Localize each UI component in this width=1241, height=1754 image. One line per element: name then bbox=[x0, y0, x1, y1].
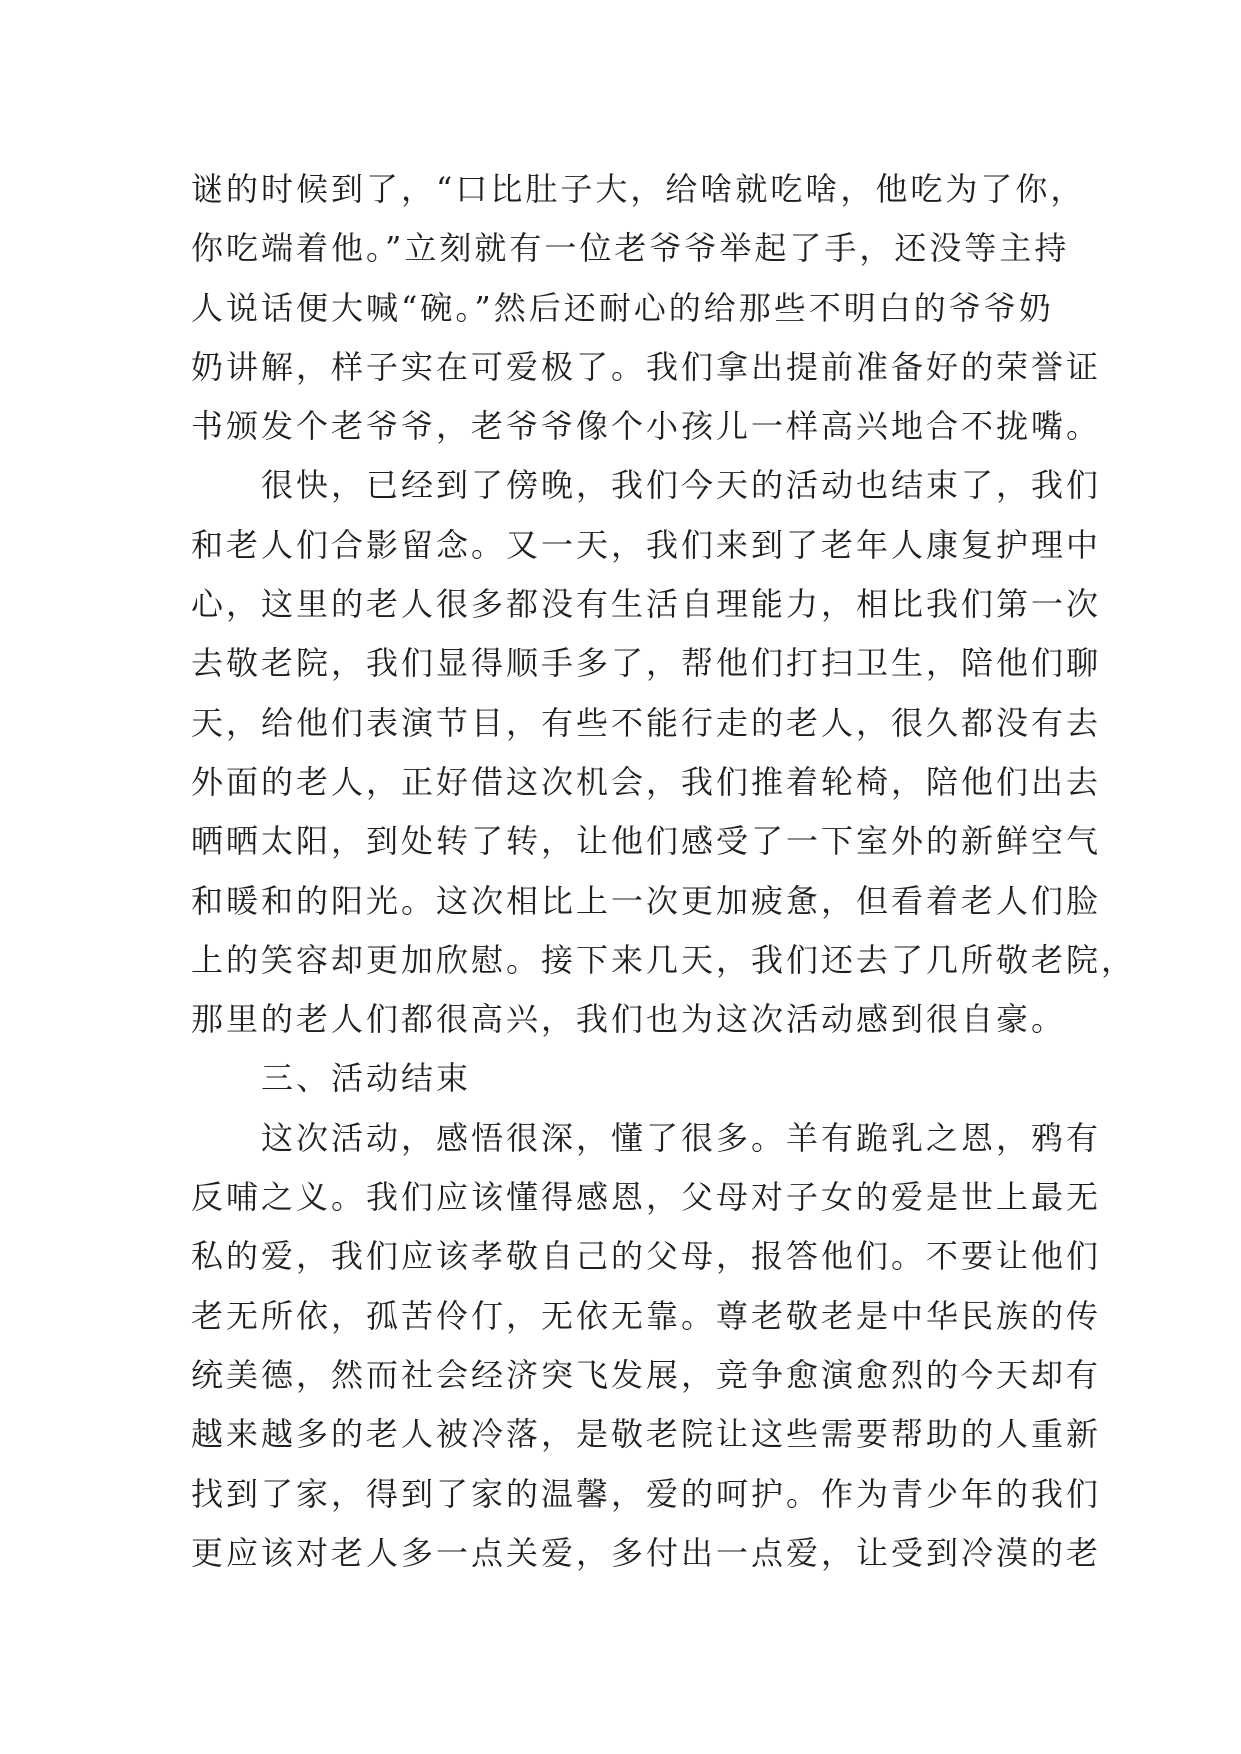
text-line: 人说话便大喊“碗。”然后还耐心的给那些不明白的爷爷奶 bbox=[191, 288, 1054, 327]
text-line: 更应该对老人多一点关爱，多付出一点爱，让受到冷漠的老 bbox=[191, 1533, 1102, 1572]
text-line: 统美德，然而社会经济突飞发展，竞争愈演愈烈的今天却有 bbox=[191, 1355, 1102, 1394]
text-line: 和暖和的阳光。这次相比上一次更加疲惫，但看着老人们脸 bbox=[191, 881, 1102, 920]
text-line: 反哺之义。我们应该懂得感恩，父母对子女的爱是世上最无 bbox=[191, 1178, 1102, 1217]
document-body bbox=[191, 160, 1137, 1583]
text-line: 越来越多的老人被冷落，是敬老院让这些需要帮助的人重新 bbox=[191, 1415, 1102, 1454]
text-line: 老无所依，孤苦伶仃，无依无靠。尊老敬老是中华民族的传 bbox=[191, 1296, 1102, 1335]
text-line: 上的笑容却更加欣慰。接下来几天，我们还去了几所敬老院， bbox=[191, 940, 1137, 979]
text-line: 书颁发个老爷爷，老爷爷像个小孩儿一样高兴地合不拢嘴。 bbox=[191, 407, 1102, 446]
text-line: 心，这里的老人很多都没有生活自理能力，相比我们第一次 bbox=[191, 585, 1102, 624]
text-line: 你吃端着他。”立刻就有一位老爷爷举起了手，还没等主持 bbox=[191, 229, 1070, 268]
text-line: 天，给他们表演节目，有些不能行走的老人，很久都没有去 bbox=[191, 703, 1102, 742]
text-line: 私的爱，我们应该孝敬自己的父母，报答他们。不要让他们 bbox=[191, 1237, 1102, 1276]
text-line: 这次活动，感悟很深，懂了很多。羊有跪乳之恩，鸦有 bbox=[191, 1118, 1102, 1157]
text-line: 外面的老人，正好借这次机会，我们推着轮椅，陪他们出去 bbox=[191, 762, 1102, 801]
text-line: 和老人们合影留念。又一天，我们来到了老年人康复护理中 bbox=[191, 525, 1102, 564]
text-line: 谜的时候到了，“口比肚子大，给啥就吃啥，他吃为了你， bbox=[191, 170, 1086, 208]
text-line: 奶讲解，样子实在可爱极了。我们拿出提前准备好的荣誉证 bbox=[191, 347, 1102, 386]
text-line: 那里的老人们都很高兴，我们也为这次活动感到很自豪。 bbox=[191, 1000, 1067, 1039]
text-line: 去敬老院，我们显得顺手多了，帮他们打扫卫生，陪他们聊 bbox=[191, 644, 1102, 683]
text-line: 晒晒太阳，到处转了转，让他们感受了一下室外的新鲜空气 bbox=[191, 822, 1102, 861]
section-heading: 三、活动结束 bbox=[191, 1059, 472, 1098]
text-line: 找到了家，得到了家的温馨，爱的呵护。作为青少年的我们 bbox=[191, 1474, 1102, 1513]
text-line: 很快，已经到了傍晚，我们今天的活动也结束了，我们 bbox=[191, 466, 1102, 505]
